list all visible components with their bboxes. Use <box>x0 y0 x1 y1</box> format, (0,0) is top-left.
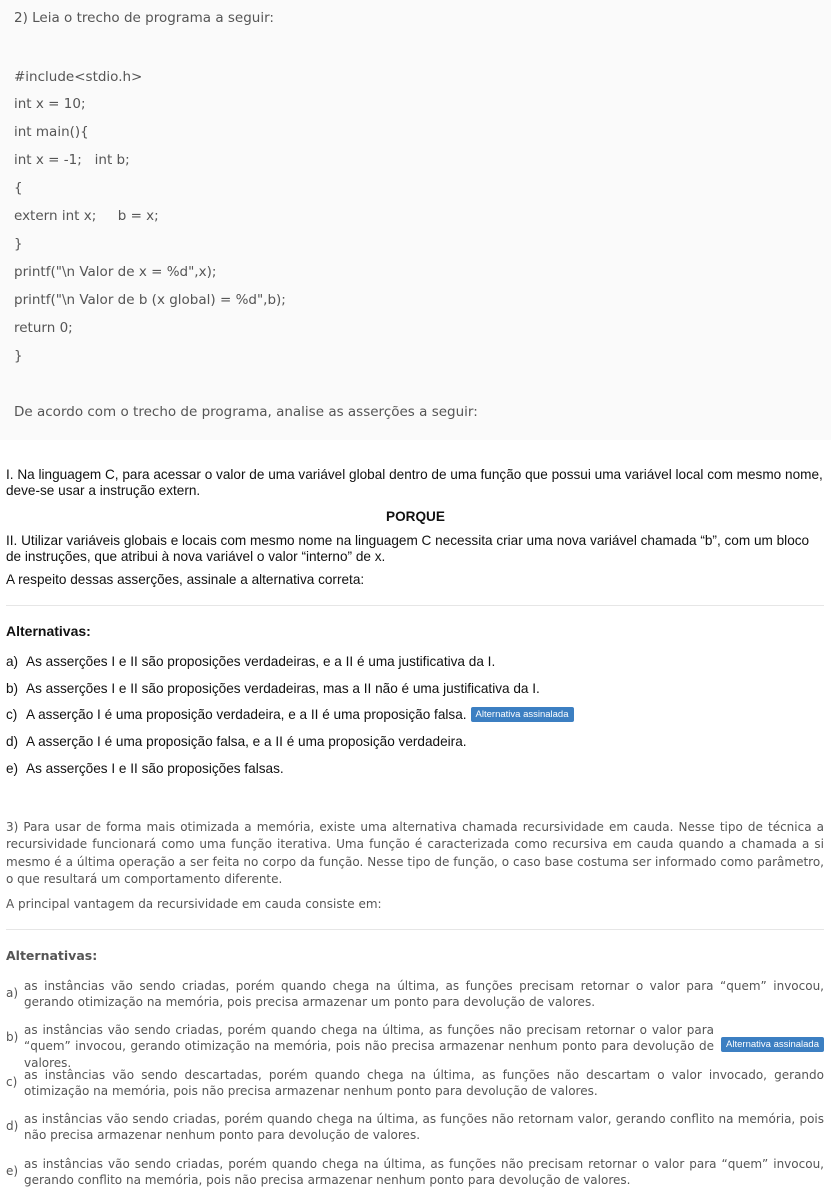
alternative-b[interactable] <box>6 681 540 696</box>
alternative-e[interactable] <box>6 761 284 776</box>
alternative-d[interactable] <box>6 1111 824 1147</box>
alternative-letter: c) <box>6 707 18 722</box>
divider <box>6 605 824 606</box>
question-2-prompt: A respeito dessas asserções, assinale a alternativa correta: <box>6 572 365 587</box>
porque-label: PORQUE <box>386 509 445 524</box>
question-3-text: 3) Para usar de forma mais otimizada a memória, existe uma alternativa chamada recursividade em cauda. Nesse tipo de técnica a recursividade funcionará como uma função iterativa. Uma função é caracterizada como recursiva em cauda quando a chamada a si mesmo é a última operação a ser feita no corpo da função. Nesse tipo de função, o caso base costuma ser informado como parâmetro, o que resultará um comportamento diferente. <box>6 820 824 887</box>
alternative-d[interactable] <box>6 734 467 749</box>
alternative-text: As asserções I e II são proposições falsas. <box>26 761 284 776</box>
alternatives-heading: Alternativas: <box>6 623 91 639</box>
code-line: printf("\n Valor de b (x global) = %d",b); <box>14 292 286 308</box>
selected-badge: Alternativa assinalada <box>721 1037 824 1052</box>
code-line: } <box>14 236 23 252</box>
alternative-letter: b) <box>6 1030 19 1044</box>
alternative-text: as instâncias vão sendo descartadas, porém quando chega na última, as funções não descartam o valor invocado, gerando otimização na memória, pois não precisa armazenar nenhum ponto para devolução de valores. <box>24 1068 824 1099</box>
question-2-title: 2) Leia o trecho de programa a seguir: <box>14 10 274 26</box>
alternative-c[interactable] <box>6 707 574 722</box>
alternative-letter: d) <box>6 734 19 749</box>
code-line: int main(){ <box>14 124 89 140</box>
selected-badge: Alternativa assinalada <box>471 707 574 722</box>
alternative-e[interactable] <box>6 1156 824 1192</box>
alternative-text: As asserções I e II são proposições verdadeiras, e a II é uma justificativa da I. <box>26 654 496 669</box>
alternative-text: as instâncias vão sendo criadas, porém quando chega na última, as funções não precisam retornar o valor para “quem” invocou, gerando conflito na memória, pois não precisa armazenar nenhum ponto para devolução de valores. <box>24 1157 824 1188</box>
alternative-b[interactable] <box>6 1022 824 1070</box>
alternative-text: as instâncias vão sendo criadas, porém quando chega na última, as funções precisam retornar o valor para “quem” invocou, gerando otimização na memória, pois precisa armazenar um ponto para devolução de valores. <box>24 979 824 1010</box>
code-line: extern int x; b = x; <box>14 208 159 224</box>
alternative-text: as instâncias vão sendo criadas, porém quando chega na última, as funções não retornam valor, gerando conflito na memória, pois não precisa armazenar nenhum ponto para devolução de valores. <box>24 1112 824 1143</box>
divider <box>6 929 824 930</box>
alternative-text: A asserção I é uma proposição verdadeira, e a II é uma proposição falsa. <box>26 707 467 722</box>
alternative-letter: a) <box>6 986 19 1000</box>
code-line: } <box>14 348 23 364</box>
alternative-letter: a) <box>6 654 19 669</box>
assertion-2: II. Utilizar variáveis globais e locais com mesmo nome na linguagem C necessita criar uma nova variável chamada “b”, com um bloco de instruções, que atribui à nova variável o valor “interno” de x. <box>6 533 810 564</box>
question-2-intro: De acordo com o trecho de programa, analise as asserções a seguir: <box>14 404 478 420</box>
alternative-text: as instâncias vão sendo criadas, porém quando chega na última, as funções não precisam retornar o valor para “quem” invocou, gerando otimização na memória, pois não precisa armazenar nenhum ponto para devolução de valores. <box>24 1023 714 1070</box>
alternative-letter: e) <box>6 1164 19 1178</box>
alternative-c[interactable] <box>6 1067 824 1103</box>
question-3-prompt: A principal vantagem da recursividade em cauda consiste em: <box>6 897 382 911</box>
alternative-a[interactable] <box>6 978 824 1014</box>
alternative-letter: d) <box>6 1119 19 1133</box>
code-line: int x = 10; <box>14 96 86 112</box>
alternative-a[interactable] <box>6 654 495 669</box>
alternative-text: As asserções I e II são proposições verdadeiras, mas a II não é uma justificativa da I. <box>26 681 540 696</box>
alternatives-heading: Alternativas: <box>6 948 98 963</box>
code-line: #include<stdio.h> <box>14 69 143 85</box>
code-line: return 0; <box>14 320 73 336</box>
assertion-1: I. Na linguagem C, para acessar o valor de uma variável global dentro de uma função que possui uma variável local com mesmo nome, deve-se usar a instrução extern. <box>6 467 823 498</box>
code-line: int x = -1; int b; <box>14 152 130 168</box>
alternative-text: A asserção I é uma proposição falsa, e a II é uma proposição verdadeira. <box>26 734 467 749</box>
alternative-letter: c) <box>6 1075 18 1089</box>
code-line: { <box>14 180 23 196</box>
code-line: printf("\n Valor de x = %d",x); <box>14 264 217 280</box>
alternative-letter: b) <box>6 681 19 696</box>
alternative-letter: e) <box>6 761 19 776</box>
